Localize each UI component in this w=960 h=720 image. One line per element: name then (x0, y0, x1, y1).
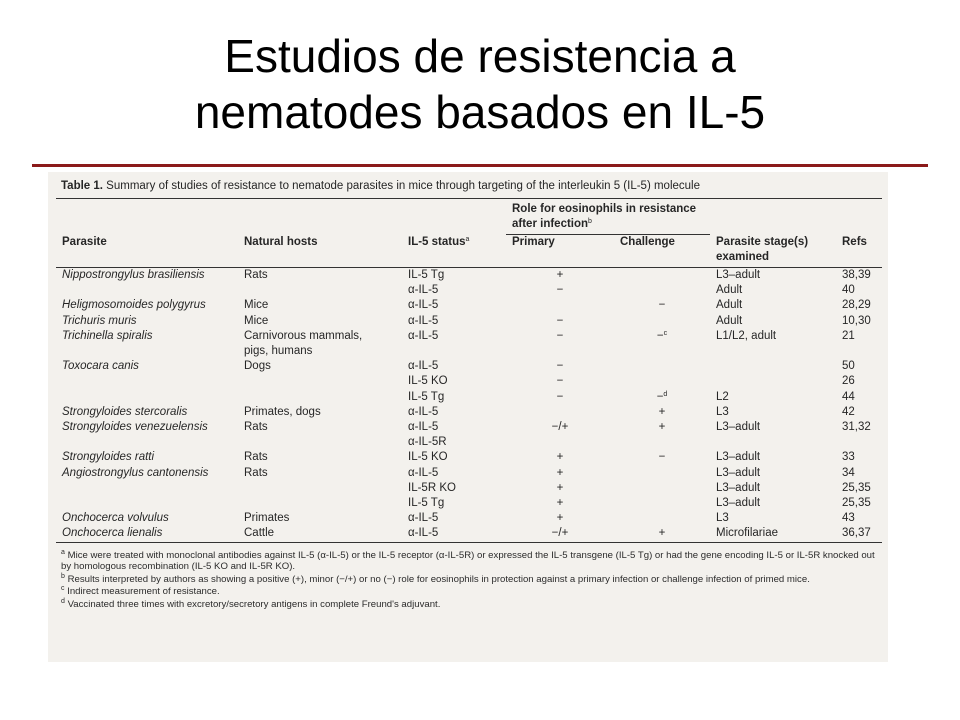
table-row (56, 390, 882, 405)
footnote-d (61, 599, 877, 611)
cell-hosts: Dogs (244, 360, 271, 373)
table-row (56, 511, 882, 526)
cell-primary: + (556, 481, 564, 494)
cell-stage: Microfilariae (716, 527, 778, 540)
cell-hosts: Primates, dogs (244, 405, 321, 418)
cell-challenge (614, 283, 710, 298)
cell-parasite (56, 390, 238, 405)
cell-stage: L3–adult (716, 451, 761, 464)
col-header-refs: Refs (836, 235, 882, 268)
cell-primary: + (556, 496, 564, 509)
cell-parasite: Heligmosomoides polygyrus (62, 299, 206, 312)
footnote-text: Results interpreted by authors as showing a positive (+), minor (−/+) or no (−) role for eosinophils in protection against a primary infection or challenge infection of primed mice. (67, 573, 810, 585)
cell-hosts: Mice (244, 299, 269, 312)
cell-primary: −/+ (551, 420, 569, 433)
table-footnotes (61, 550, 877, 611)
cell-challenge-value: + (658, 405, 666, 418)
cell-primary: − (556, 390, 564, 403)
cell-hosts (238, 374, 402, 389)
cell-stage: L1/L2, adult (716, 329, 777, 342)
cell-status (402, 344, 506, 359)
cell-refs: 50 (842, 360, 855, 373)
cell-parasite: Onchocerca lienalis (62, 527, 163, 540)
footnote-text: Indirect measurement of resistance. (67, 586, 220, 598)
cell-stage: L3 (716, 405, 729, 418)
cell-parasite (56, 481, 238, 496)
cell-stage: L3–adult (716, 481, 761, 494)
table-row (56, 267, 882, 283)
cell-refs: 42 (842, 405, 855, 418)
cell-challenge (614, 405, 710, 420)
footnote-text: Vaccinated three times with excretory/secretory antigens in complete Freund's adjuvant. (67, 598, 441, 610)
cell-primary (506, 298, 614, 313)
cell-status: IL-5 KO (408, 451, 448, 464)
cell-stage: L3–adult (716, 496, 761, 509)
slide-title-line-2: nematodes basados en IL-5 (194, 86, 766, 138)
cell-hosts (238, 481, 402, 496)
table-row (56, 450, 882, 465)
cell-hosts: Primates (244, 512, 290, 525)
cell-stage: Adult (716, 284, 743, 297)
il5-status-footnote-mark: a (465, 235, 470, 243)
cell-status: α-IL-5 (408, 284, 439, 297)
cell-status: IL-5 KO (408, 375, 448, 388)
cell-stage: L3–adult (716, 420, 761, 433)
cell-parasite (56, 344, 238, 359)
footnote-mark: d (61, 597, 65, 605)
table-row (56, 329, 882, 344)
cell-status: α-IL-5 (408, 299, 439, 312)
cell-stage (710, 359, 836, 374)
cell-primary: + (556, 466, 564, 479)
cell-primary (506, 344, 614, 359)
cell-stage: L3–adult (716, 268, 761, 281)
table-body (56, 267, 882, 544)
cell-stage: L2 (716, 390, 729, 403)
cell-parasite (56, 374, 238, 389)
cell-challenge-footnote-mark: d (663, 390, 668, 398)
cell-primary (506, 435, 614, 450)
footnote-text: Mice were treated with monoclonal antibodies against IL-5 (α-IL-5) or the IL-5 receptor (α-IL-5R) or expressed the IL-5 transgene (IL-5 Tg) or had the gene encoding IL-5 or IL-5R knocked out by homologous recombination (IL-5 KO and IL-5R KO). (61, 549, 875, 573)
cell-parasite: Onchocerca volvulus (62, 512, 169, 525)
cell-status: α-IL-5 (408, 420, 439, 433)
table-row (56, 344, 882, 359)
cell-status: α-IL-5 (408, 405, 439, 418)
cell-primary: −/+ (551, 527, 569, 540)
cell-status: α-IL-5 (408, 527, 439, 540)
cell-challenge (614, 466, 710, 481)
col-header-challenge: Challenge (614, 235, 710, 268)
footnote-mark: a (61, 548, 65, 556)
col-header-parasite: Parasite (56, 235, 238, 268)
cell-challenge (614, 435, 710, 450)
cell-challenge (614, 496, 710, 511)
table-row (56, 526, 882, 542)
cell-challenge-footnote-mark: c (663, 329, 668, 337)
cell-challenge (614, 267, 710, 283)
cell-challenge-value: − (658, 451, 666, 464)
cell-hosts (238, 390, 402, 405)
cell-hosts: pigs, humans (244, 344, 313, 357)
cell-hosts: Rats (244, 268, 268, 281)
cell-challenge (614, 329, 710, 344)
cell-stage (710, 435, 836, 450)
table-row (56, 435, 882, 450)
table-caption (61, 180, 880, 192)
table-row (56, 314, 882, 329)
cell-hosts: Carnivorous mammals, (244, 329, 363, 342)
cell-challenge (614, 298, 710, 313)
cell-refs: 25,35 (842, 496, 871, 509)
cell-refs: 40 (842, 284, 855, 297)
cell-status: α-IL-5 (408, 466, 439, 479)
table-row (56, 283, 882, 298)
table-row (56, 405, 882, 420)
table-row (56, 420, 882, 435)
group-header-text: Role for eosinophils in resistance after infection (512, 203, 697, 230)
cell-challenge-value: − (658, 299, 666, 312)
title-divider (32, 164, 928, 167)
cell-challenge (614, 420, 710, 435)
cell-challenge (614, 374, 710, 389)
cell-stage: L3 (716, 512, 729, 525)
il5-status-header-text: IL-5 status (408, 235, 466, 248)
col-header-natural-hosts: Natural hosts (238, 235, 402, 268)
cell-refs: 38,39 (842, 268, 871, 281)
table-image-panel (48, 172, 888, 662)
table-caption-text: Summary of studies of resistance to nematode parasites in mice through targeting of the interleukin 5 (IL-5) molecule (106, 180, 700, 192)
group-header-footnote-mark: b (588, 218, 592, 225)
col-header-il5-status (402, 235, 506, 268)
cell-challenge (614, 481, 710, 496)
cell-primary: − (556, 375, 564, 388)
cell-status: IL-5 Tg (408, 390, 445, 403)
cell-refs: 44 (842, 390, 855, 403)
footnote-c (61, 586, 877, 598)
cell-refs: 10,30 (842, 314, 871, 327)
cell-challenge-value: − (656, 329, 664, 342)
cell-primary: − (556, 314, 564, 327)
cell-refs: 34 (842, 466, 855, 479)
cell-hosts: Mice (244, 314, 269, 327)
cell-hosts (238, 496, 402, 511)
cell-primary: + (556, 512, 564, 525)
cell-challenge (614, 344, 710, 359)
cell-primary: − (556, 360, 564, 373)
cell-parasite: Nippostrongylus brasiliensis (62, 268, 205, 281)
footnote-a (61, 550, 877, 573)
slide-title-line-1: Estudios de resistencia a (224, 30, 736, 82)
cell-refs: 33 (842, 451, 855, 464)
cell-challenge (614, 450, 710, 465)
cell-status: IL-5R KO (408, 481, 456, 494)
slide-title (0, 28, 960, 140)
cell-parasite: Strongyloides venezuelensis (62, 420, 208, 433)
cell-primary: + (556, 268, 564, 281)
col-header-parasite-stage: Parasite stage(s) examined (710, 235, 836, 268)
cell-refs (836, 435, 882, 450)
eosinophil-role-group-header (506, 199, 710, 235)
cell-parasite: Strongyloides stercoralis (62, 405, 188, 418)
cell-parasite (56, 496, 238, 511)
cell-hosts (238, 283, 402, 298)
table-row (56, 374, 882, 389)
col-header-primary: Primary (506, 235, 614, 268)
cell-status: IL-5 Tg (408, 268, 445, 281)
table-row (56, 466, 882, 481)
cell-parasite: Trichinella spiralis (62, 329, 153, 342)
cell-parasite: Toxocara canis (62, 360, 139, 373)
table-row (56, 496, 882, 511)
cell-challenge-value: − (656, 390, 664, 403)
cell-status: IL-5 Tg (408, 496, 445, 509)
cell-challenge (614, 390, 710, 405)
cell-challenge (614, 359, 710, 374)
cell-refs: 43 (842, 512, 855, 525)
cell-status: α-IL-5R (408, 436, 447, 449)
cell-challenge (614, 314, 710, 329)
footnote-mark: c (61, 585, 65, 593)
cell-parasite (56, 283, 238, 298)
footnote-b (61, 574, 877, 586)
cell-challenge-value: + (658, 420, 666, 433)
cell-refs: 31,32 (842, 420, 871, 433)
cell-challenge-value: + (658, 527, 666, 540)
cell-stage: L3–adult (716, 466, 761, 479)
cell-hosts (238, 435, 402, 450)
cell-refs: 36,37 (842, 527, 871, 540)
cell-parasite: Strongyloides ratti (62, 451, 155, 464)
cell-stage (710, 344, 836, 359)
cell-primary: + (556, 451, 564, 464)
cell-primary (506, 405, 614, 420)
footnote-mark: b (61, 572, 65, 580)
cell-stage: Adult (716, 314, 743, 327)
cell-parasite: Angiostrongylus cantonensis (62, 466, 209, 479)
table-caption-label: Table 1. (61, 180, 103, 192)
cell-refs: 28,29 (842, 299, 871, 312)
cell-status: α-IL-5 (408, 329, 439, 342)
cell-refs: 25,35 (842, 481, 871, 494)
table-row (56, 359, 882, 374)
cell-challenge (614, 526, 710, 542)
table-row (56, 481, 882, 496)
cell-status: α-IL-5 (408, 512, 439, 525)
cell-stage: Adult (716, 299, 743, 312)
cell-primary: − (556, 329, 564, 342)
cell-primary: − (556, 284, 564, 297)
cell-refs (836, 344, 882, 359)
cell-stage (710, 374, 836, 389)
cell-parasite (56, 435, 238, 450)
cell-status: α-IL-5 (408, 360, 439, 373)
cell-hosts: Rats (244, 451, 268, 464)
cell-refs: 26 (842, 375, 855, 388)
cell-hosts: Rats (244, 466, 268, 479)
cell-hosts: Cattle (244, 527, 275, 540)
cell-challenge (614, 511, 710, 526)
cell-refs: 21 (842, 329, 855, 342)
cell-parasite: Trichuris muris (62, 314, 137, 327)
table-bottom-rule (56, 542, 882, 545)
table-row (56, 298, 882, 313)
resistance-table (56, 198, 882, 545)
cell-status: α-IL-5 (408, 314, 439, 327)
cell-hosts: Rats (244, 420, 268, 433)
